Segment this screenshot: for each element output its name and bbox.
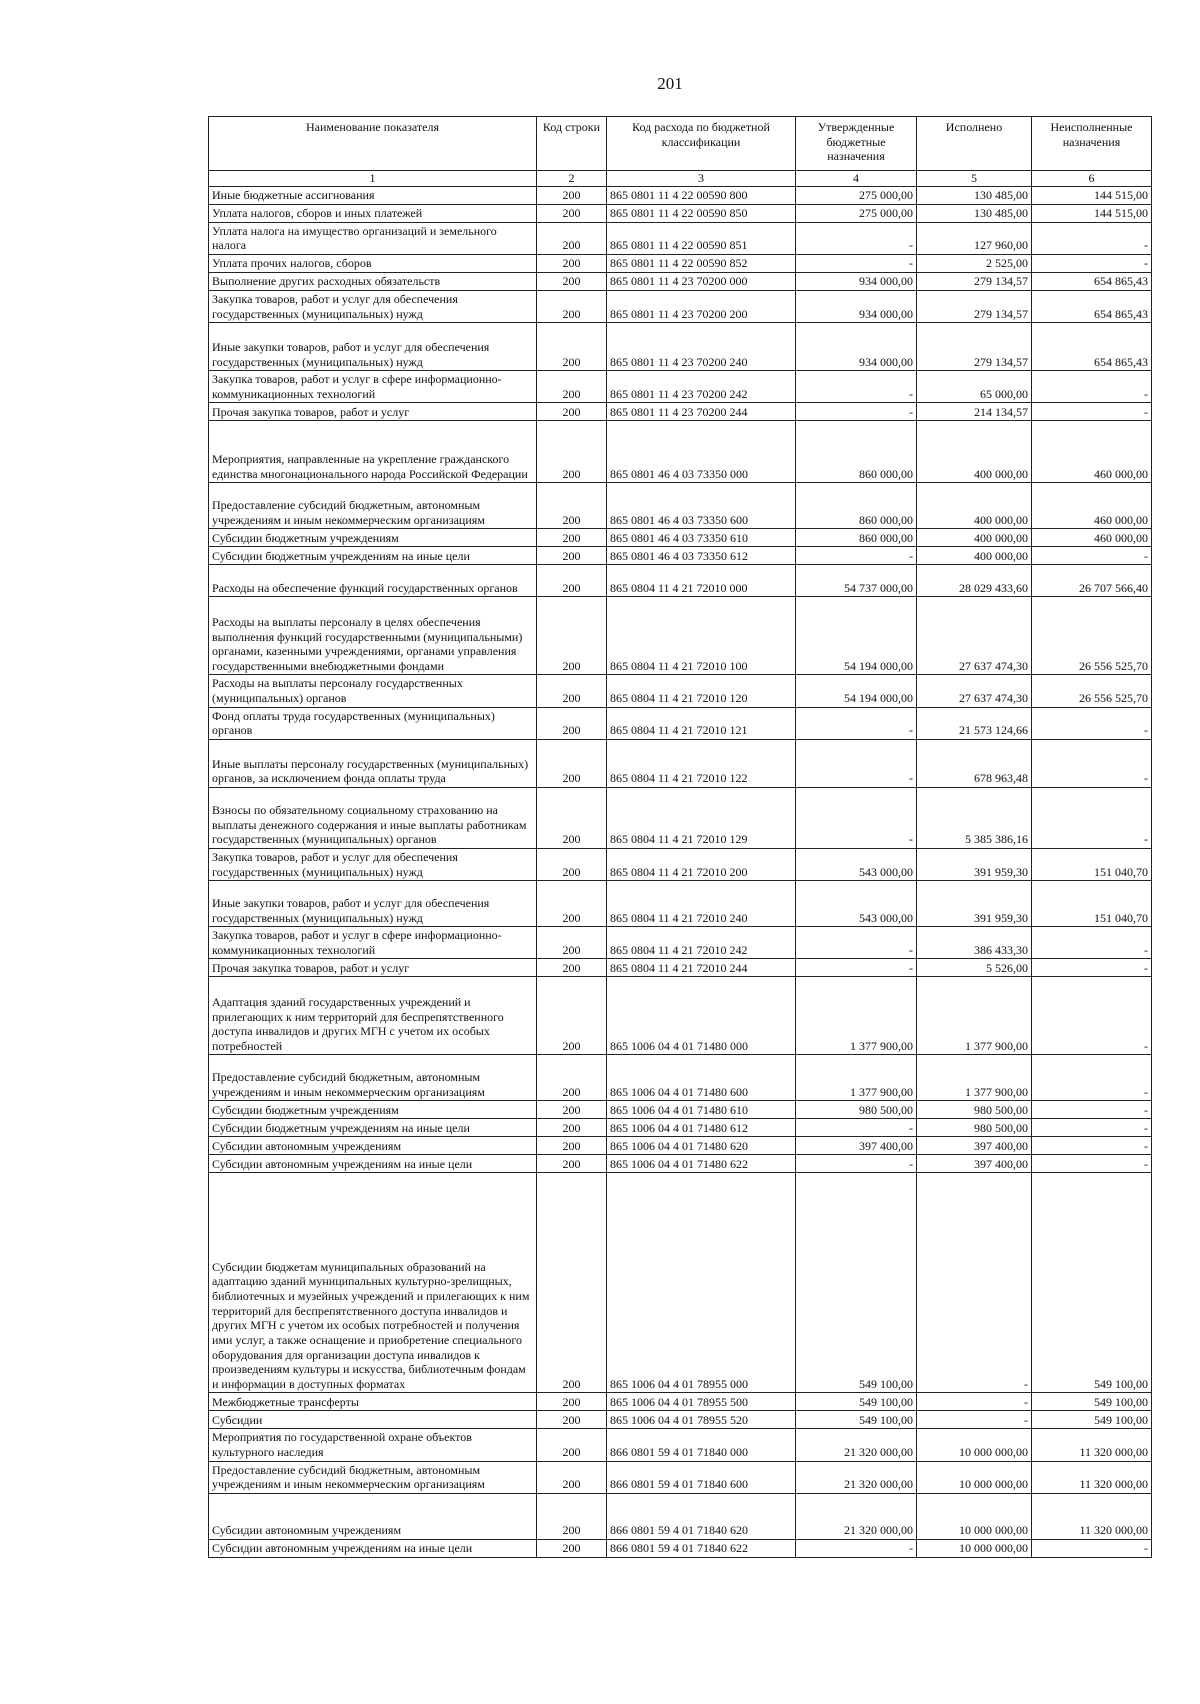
- row-executed: 21 573 124,66: [917, 707, 1032, 739]
- header-approved: Утвержденные бюджетные назначения: [796, 117, 917, 171]
- row-budget-code: 865 0804 11 4 21 72010 122: [607, 739, 796, 787]
- table-row: [209, 272, 1152, 290]
- row-line-code: 200: [537, 1173, 607, 1393]
- row-executed: 397 400,00: [917, 1155, 1032, 1173]
- row-executed: 10 000 000,00: [917, 1493, 1032, 1539]
- row-approved: 275 000,00: [796, 186, 917, 204]
- row-unexecuted: 11 320 000,00: [1032, 1429, 1152, 1461]
- row-approved: -: [796, 254, 917, 272]
- table-row: [209, 1393, 1152, 1411]
- row-line-code: 200: [537, 959, 607, 977]
- row-approved: -: [796, 403, 917, 421]
- row-name: Расходы на обеспечение функций государственных органов: [209, 565, 537, 597]
- row-approved: -: [796, 707, 917, 739]
- row-name: Закупка товаров, работ и услуг в сфере информационно-коммуникационных технологий: [209, 371, 537, 403]
- row-unexecuted: -: [1032, 1155, 1152, 1173]
- row-approved: 860 000,00: [796, 529, 917, 547]
- row-unexecuted: -: [1032, 739, 1152, 787]
- table-row: [209, 1539, 1152, 1557]
- row-budget-code: 865 1006 04 4 01 78955 520: [607, 1411, 796, 1429]
- row-budget-code: 865 0801 11 4 22 00590 850: [607, 204, 796, 222]
- row-unexecuted: -: [1032, 254, 1152, 272]
- row-unexecuted: 11 320 000,00: [1032, 1461, 1152, 1493]
- row-line-code: 200: [537, 204, 607, 222]
- column-number-row: [209, 171, 1152, 187]
- row-approved: 397 400,00: [796, 1137, 917, 1155]
- row-unexecuted: 460 000,00: [1032, 421, 1152, 483]
- row-unexecuted: 151 040,70: [1032, 848, 1152, 880]
- row-unexecuted: 11 320 000,00: [1032, 1493, 1152, 1539]
- row-executed: 279 134,57: [917, 290, 1032, 322]
- row-unexecuted: 26 556 525,70: [1032, 597, 1152, 675]
- row-executed: 130 485,00: [917, 186, 1032, 204]
- table-row: [209, 927, 1152, 959]
- table-row: [209, 529, 1152, 547]
- row-executed: 1 377 900,00: [917, 977, 1032, 1055]
- row-unexecuted: 26 707 566,40: [1032, 565, 1152, 597]
- row-approved: -: [796, 959, 917, 977]
- row-budget-code: 865 0801 46 4 03 73350 600: [607, 483, 796, 529]
- row-budget-code: 865 0801 11 4 23 70200 242: [607, 371, 796, 403]
- table-row: [209, 222, 1152, 254]
- table-body: [209, 186, 1152, 1557]
- row-executed: 130 485,00: [917, 204, 1032, 222]
- table-row: [209, 565, 1152, 597]
- row-budget-code: 865 0801 11 4 23 70200 244: [607, 403, 796, 421]
- table-row: [209, 848, 1152, 880]
- column-number: 6: [1032, 171, 1152, 187]
- row-executed: 10 000 000,00: [917, 1539, 1032, 1557]
- row-name: Расходы на выплаты персоналу в целях обеспечения выполнения функций государственными (муниципальными) органами, казенными учреждениями, органами управления государственными внебюджетными фондами: [209, 597, 537, 675]
- row-executed: 214 134,57: [917, 403, 1032, 421]
- row-unexecuted: 460 000,00: [1032, 483, 1152, 529]
- row-budget-code: 865 0804 11 4 21 72010 129: [607, 787, 796, 848]
- row-budget-code: 865 0804 11 4 21 72010 244: [607, 959, 796, 977]
- row-unexecuted: 26 556 525,70: [1032, 675, 1152, 707]
- row-executed: 28 029 433,60: [917, 565, 1032, 597]
- table-row: [209, 1173, 1152, 1393]
- row-line-code: 200: [537, 565, 607, 597]
- table-row: [209, 204, 1152, 222]
- row-unexecuted: 144 515,00: [1032, 204, 1152, 222]
- row-approved: 21 320 000,00: [796, 1461, 917, 1493]
- table-row: [209, 1137, 1152, 1155]
- row-line-code: 200: [537, 222, 607, 254]
- row-line-code: 200: [537, 1411, 607, 1429]
- page-number: 201: [657, 74, 683, 93]
- row-budget-code: 865 0801 11 4 23 70200 200: [607, 290, 796, 322]
- row-line-code: 200: [537, 1101, 607, 1119]
- row-line-code: 200: [537, 739, 607, 787]
- row-line-code: 200: [537, 483, 607, 529]
- row-executed: 980 500,00: [917, 1101, 1032, 1119]
- row-name: Межбюджетные трансферты: [209, 1393, 537, 1411]
- row-executed: 5 385 386,16: [917, 787, 1032, 848]
- table-row: [209, 403, 1152, 421]
- header-executed: Исполнено: [917, 117, 1032, 171]
- row-budget-code: 865 1006 04 4 01 71480 000: [607, 977, 796, 1055]
- table-row: [209, 881, 1152, 927]
- row-unexecuted: -: [1032, 927, 1152, 959]
- row-approved: 543 000,00: [796, 881, 917, 927]
- row-line-code: 200: [537, 272, 607, 290]
- header-row: [209, 117, 1152, 171]
- row-budget-code: 865 0801 11 4 23 70200 240: [607, 323, 796, 371]
- table-row: [209, 1101, 1152, 1119]
- row-name: Иные бюджетные ассигнования: [209, 186, 537, 204]
- row-executed: 400 000,00: [917, 547, 1032, 565]
- row-approved: 54 194 000,00: [796, 597, 917, 675]
- row-budget-code: 865 1006 04 4 01 71480 620: [607, 1137, 796, 1155]
- row-approved: 21 320 000,00: [796, 1429, 917, 1461]
- row-approved: 543 000,00: [796, 848, 917, 880]
- row-name: Фонд оплаты труда государственных (муниципальных) органов: [209, 707, 537, 739]
- row-name: Субсидии бюджетным учреждениям на иные цели: [209, 1119, 537, 1137]
- row-name: Закупка товаров, работ и услуг в сфере информационно-коммуникационных технологий: [209, 927, 537, 959]
- row-name: Субсидии бюджетным учреждениям: [209, 529, 537, 547]
- row-line-code: 200: [537, 1429, 607, 1461]
- table-row: [209, 675, 1152, 707]
- row-approved: 549 100,00: [796, 1173, 917, 1393]
- row-executed: 10 000 000,00: [917, 1429, 1032, 1461]
- row-executed: 678 963,48: [917, 739, 1032, 787]
- row-approved: 275 000,00: [796, 204, 917, 222]
- table-row: [209, 707, 1152, 739]
- row-line-code: 200: [537, 290, 607, 322]
- row-unexecuted: 654 865,43: [1032, 323, 1152, 371]
- row-approved: 934 000,00: [796, 272, 917, 290]
- row-unexecuted: -: [1032, 1119, 1152, 1137]
- row-approved: 21 320 000,00: [796, 1493, 917, 1539]
- table-row: [209, 1429, 1152, 1461]
- row-approved: -: [796, 1119, 917, 1137]
- row-executed: 65 000,00: [917, 371, 1032, 403]
- table-row: [209, 547, 1152, 565]
- row-budget-code: 865 0801 11 4 22 00590 852: [607, 254, 796, 272]
- row-line-code: 200: [537, 186, 607, 204]
- row-name: Выполнение других расходных обязательств: [209, 272, 537, 290]
- column-number: 2: [537, 171, 607, 187]
- row-line-code: 200: [537, 597, 607, 675]
- row-approved: 934 000,00: [796, 290, 917, 322]
- row-line-code: 200: [537, 371, 607, 403]
- row-executed: 397 400,00: [917, 1137, 1032, 1155]
- table-row: [209, 787, 1152, 848]
- row-executed: 27 637 474,30: [917, 675, 1032, 707]
- row-budget-code: 865 1006 04 4 01 78955 000: [607, 1173, 796, 1393]
- row-line-code: 200: [537, 529, 607, 547]
- row-name: Взносы по обязательному социальному страхованию на выплаты денежного содержания и иные выплаты работникам государственных (муниципальных) органов: [209, 787, 537, 848]
- row-line-code: 200: [537, 1493, 607, 1539]
- row-name: Предоставление субсидий бюджетным, автономным учреждениям и иным некоммерческим организациям: [209, 1461, 537, 1493]
- header-name: Наименование показателя: [209, 117, 537, 171]
- row-line-code: 200: [537, 547, 607, 565]
- header-unexecuted: Неисполненные назначения: [1032, 117, 1152, 171]
- row-name: Предоставление субсидий бюджетным, автономным учреждениям и иным некоммерческим организациям: [209, 483, 537, 529]
- column-number: 3: [607, 171, 796, 187]
- row-executed: 386 433,30: [917, 927, 1032, 959]
- row-executed: 5 526,00: [917, 959, 1032, 977]
- row-line-code: 200: [537, 787, 607, 848]
- row-approved: 1 377 900,00: [796, 1055, 917, 1101]
- row-executed: 391 959,30: [917, 848, 1032, 880]
- row-approved: 1 377 900,00: [796, 977, 917, 1055]
- row-line-code: 200: [537, 848, 607, 880]
- row-approved: -: [796, 739, 917, 787]
- table-row: [209, 483, 1152, 529]
- table-row: [209, 186, 1152, 204]
- row-name: Иные закупки товаров, работ и услуг для обеспечения государственных (муниципальных) нужд: [209, 881, 537, 927]
- row-line-code: 200: [537, 1155, 607, 1173]
- row-budget-code: 865 1006 04 4 01 71480 600: [607, 1055, 796, 1101]
- row-executed: 127 960,00: [917, 222, 1032, 254]
- row-unexecuted: -: [1032, 403, 1152, 421]
- table-row: [209, 371, 1152, 403]
- row-budget-code: 865 0801 11 4 22 00590 851: [607, 222, 796, 254]
- table-row: [209, 1461, 1152, 1493]
- row-unexecuted: -: [1032, 977, 1152, 1055]
- row-executed: 980 500,00: [917, 1119, 1032, 1137]
- row-unexecuted: -: [1032, 959, 1152, 977]
- row-budget-code: 865 1006 04 4 01 78955 500: [607, 1393, 796, 1411]
- row-unexecuted: -: [1032, 1055, 1152, 1101]
- header-line-code: Код строки: [537, 117, 607, 171]
- row-budget-code: 865 0801 46 4 03 73350 610: [607, 529, 796, 547]
- table-row: [209, 597, 1152, 675]
- table-row: [209, 254, 1152, 272]
- row-budget-code: 865 1006 04 4 01 71480 612: [607, 1119, 796, 1137]
- row-unexecuted: 151 040,70: [1032, 881, 1152, 927]
- row-unexecuted: -: [1032, 371, 1152, 403]
- table-row: [209, 323, 1152, 371]
- row-name: Прочая закупка товаров, работ и услуг: [209, 959, 537, 977]
- column-number: 4: [796, 171, 917, 187]
- row-approved: 980 500,00: [796, 1101, 917, 1119]
- row-executed: 400 000,00: [917, 421, 1032, 483]
- row-approved: -: [796, 1539, 917, 1557]
- row-budget-code: 865 1006 04 4 01 71480 610: [607, 1101, 796, 1119]
- row-name: Субсидии бюджетным учреждениям на иные цели: [209, 547, 537, 565]
- row-approved: -: [796, 547, 917, 565]
- row-unexecuted: -: [1032, 1539, 1152, 1557]
- row-unexecuted: 654 865,43: [1032, 290, 1152, 322]
- row-budget-code: 865 0801 11 4 23 70200 000: [607, 272, 796, 290]
- table-row: [209, 1411, 1152, 1429]
- row-approved: -: [796, 222, 917, 254]
- row-unexecuted: 549 100,00: [1032, 1393, 1152, 1411]
- row-budget-code: 865 0801 46 4 03 73350 612: [607, 547, 796, 565]
- row-executed: 1 377 900,00: [917, 1055, 1032, 1101]
- row-name: Расходы на выплаты персоналу государственных (муниципальных) органов: [209, 675, 537, 707]
- row-executed: -: [917, 1173, 1032, 1393]
- row-line-code: 200: [537, 323, 607, 371]
- row-line-code: 200: [537, 421, 607, 483]
- row-line-code: 200: [537, 1461, 607, 1493]
- row-executed: 400 000,00: [917, 529, 1032, 547]
- row-name: Субсидии автономным учреждениям: [209, 1493, 537, 1539]
- row-budget-code: 865 0804 11 4 21 72010 240: [607, 881, 796, 927]
- row-line-code: 200: [537, 1055, 607, 1101]
- column-number: 5: [917, 171, 1032, 187]
- row-approved: 860 000,00: [796, 483, 917, 529]
- row-name: Уплата налога на имущество организаций и земельного налога: [209, 222, 537, 254]
- row-budget-code: 866 0801 59 4 01 71840 620: [607, 1493, 796, 1539]
- row-approved: 54 194 000,00: [796, 675, 917, 707]
- table-row: [209, 1493, 1152, 1539]
- row-name: Адаптация зданий государственных учреждений и прилегающих к ним территорий для беспрепятственного доступа инвалидов и других МГН с учетом их особых потребностей: [209, 977, 537, 1055]
- row-line-code: 200: [537, 675, 607, 707]
- row-name: Уплата прочих налогов, сборов: [209, 254, 537, 272]
- row-unexecuted: -: [1032, 787, 1152, 848]
- table-row: [209, 421, 1152, 483]
- row-name: Закупка товаров, работ и услуг для обеспечения государственных (муниципальных) нужд: [209, 290, 537, 322]
- row-budget-code: 866 0801 59 4 01 71840 000: [607, 1429, 796, 1461]
- row-approved: -: [796, 1155, 917, 1173]
- row-line-code: 200: [537, 707, 607, 739]
- row-line-code: 200: [537, 1393, 607, 1411]
- table-row: [209, 977, 1152, 1055]
- row-budget-code: 866 0801 59 4 01 71840 622: [607, 1539, 796, 1557]
- row-budget-code: 865 0804 11 4 21 72010 120: [607, 675, 796, 707]
- row-name: Мероприятия, направленные на укрепление гражданского единства многонационального народа Российской Федерации: [209, 421, 537, 483]
- row-name: Субсидии автономным учреждениям: [209, 1137, 537, 1155]
- row-name: Субсидии автономным учреждениям на иные цели: [209, 1539, 537, 1557]
- row-executed: 400 000,00: [917, 483, 1032, 529]
- row-budget-code: 865 0804 11 4 21 72010 100: [607, 597, 796, 675]
- row-executed: 279 134,57: [917, 323, 1032, 371]
- row-approved: 549 100,00: [796, 1393, 917, 1411]
- row-name: Субсидии бюджетам муниципальных образований на адаптацию зданий муниципальных культурно-зрелищных, библиотечных и музейных учреждений и прилегающих к ним территорий для беспрепятственного доступа инвалидов и других МГН с учетом их особых потребностей и получения ими услуг, а также оснащение и приобретение специального оборудования для организации доступа инвалидов к произведениям культуры и искусства, библиотечным фондам и информации в доступных форматах: [209, 1173, 537, 1393]
- row-budget-code: 865 0801 46 4 03 73350 000: [607, 421, 796, 483]
- row-line-code: 200: [537, 1539, 607, 1557]
- row-line-code: 200: [537, 1119, 607, 1137]
- row-executed: 391 959,30: [917, 881, 1032, 927]
- row-unexecuted: -: [1032, 222, 1152, 254]
- row-budget-code: 865 0801 11 4 22 00590 800: [607, 186, 796, 204]
- row-name: Уплата налогов, сборов и иных платежей: [209, 204, 537, 222]
- row-executed: 27 637 474,30: [917, 597, 1032, 675]
- row-name: Прочая закупка товаров, работ и услуг: [209, 403, 537, 421]
- row-approved: 549 100,00: [796, 1411, 917, 1429]
- row-line-code: 200: [537, 254, 607, 272]
- row-name: Субсидии: [209, 1411, 537, 1429]
- row-approved: -: [796, 927, 917, 959]
- row-budget-code: 866 0801 59 4 01 71840 600: [607, 1461, 796, 1493]
- row-budget-code: 865 0804 11 4 21 72010 000: [607, 565, 796, 597]
- row-name: Субсидии автономным учреждениям на иные цели: [209, 1155, 537, 1173]
- row-approved: -: [796, 371, 917, 403]
- budget-report-table: [208, 116, 1152, 1558]
- row-name: Иные закупки товаров, работ и услуг для обеспечения государственных (муниципальных) нужд: [209, 323, 537, 371]
- row-name: Предоставление субсидий бюджетным, автономным учреждениям и иным некоммерческим организациям: [209, 1055, 537, 1101]
- row-executed: 279 134,57: [917, 272, 1032, 290]
- table-row: [209, 290, 1152, 322]
- row-unexecuted: -: [1032, 1101, 1152, 1119]
- row-unexecuted: -: [1032, 1137, 1152, 1155]
- header-budget-code: Код расхода по бюджетной классификации: [607, 117, 796, 171]
- row-approved: -: [796, 787, 917, 848]
- row-unexecuted: 654 865,43: [1032, 272, 1152, 290]
- row-approved: 54 737 000,00: [796, 565, 917, 597]
- row-unexecuted: 549 100,00: [1032, 1173, 1152, 1393]
- row-unexecuted: -: [1032, 547, 1152, 565]
- row-approved: 860 000,00: [796, 421, 917, 483]
- column-number: 1: [209, 171, 537, 187]
- row-name: Субсидии бюджетным учреждениям: [209, 1101, 537, 1119]
- row-line-code: 200: [537, 977, 607, 1055]
- row-line-code: 200: [537, 403, 607, 421]
- row-unexecuted: 549 100,00: [1032, 1411, 1152, 1429]
- row-line-code: 200: [537, 927, 607, 959]
- row-executed: -: [917, 1393, 1032, 1411]
- table-row: [209, 959, 1152, 977]
- row-unexecuted: 460 000,00: [1032, 529, 1152, 547]
- table-row: [209, 739, 1152, 787]
- table-row: [209, 1155, 1152, 1173]
- row-unexecuted: -: [1032, 707, 1152, 739]
- row-budget-code: 865 0804 11 4 21 72010 200: [607, 848, 796, 880]
- row-executed: 10 000 000,00: [917, 1461, 1032, 1493]
- row-budget-code: 865 0804 11 4 21 72010 242: [607, 927, 796, 959]
- row-unexecuted: 144 515,00: [1032, 186, 1152, 204]
- row-name: Закупка товаров, работ и услуг для обеспечения государственных (муниципальных) нужд: [209, 848, 537, 880]
- row-name: Мероприятия по государственной охране объектов культурного наследия: [209, 1429, 537, 1461]
- row-budget-code: 865 1006 04 4 01 71480 622: [607, 1155, 796, 1173]
- row-executed: 2 525,00: [917, 254, 1032, 272]
- row-approved: 934 000,00: [796, 323, 917, 371]
- row-line-code: 200: [537, 1137, 607, 1155]
- table-row: [209, 1055, 1152, 1101]
- row-name: Иные выплаты персоналу государственных (муниципальных) органов, за исключением фонда оплаты труда: [209, 739, 537, 787]
- table-row: [209, 1119, 1152, 1137]
- row-budget-code: 865 0804 11 4 21 72010 121: [607, 707, 796, 739]
- row-line-code: 200: [537, 881, 607, 927]
- row-executed: -: [917, 1411, 1032, 1429]
